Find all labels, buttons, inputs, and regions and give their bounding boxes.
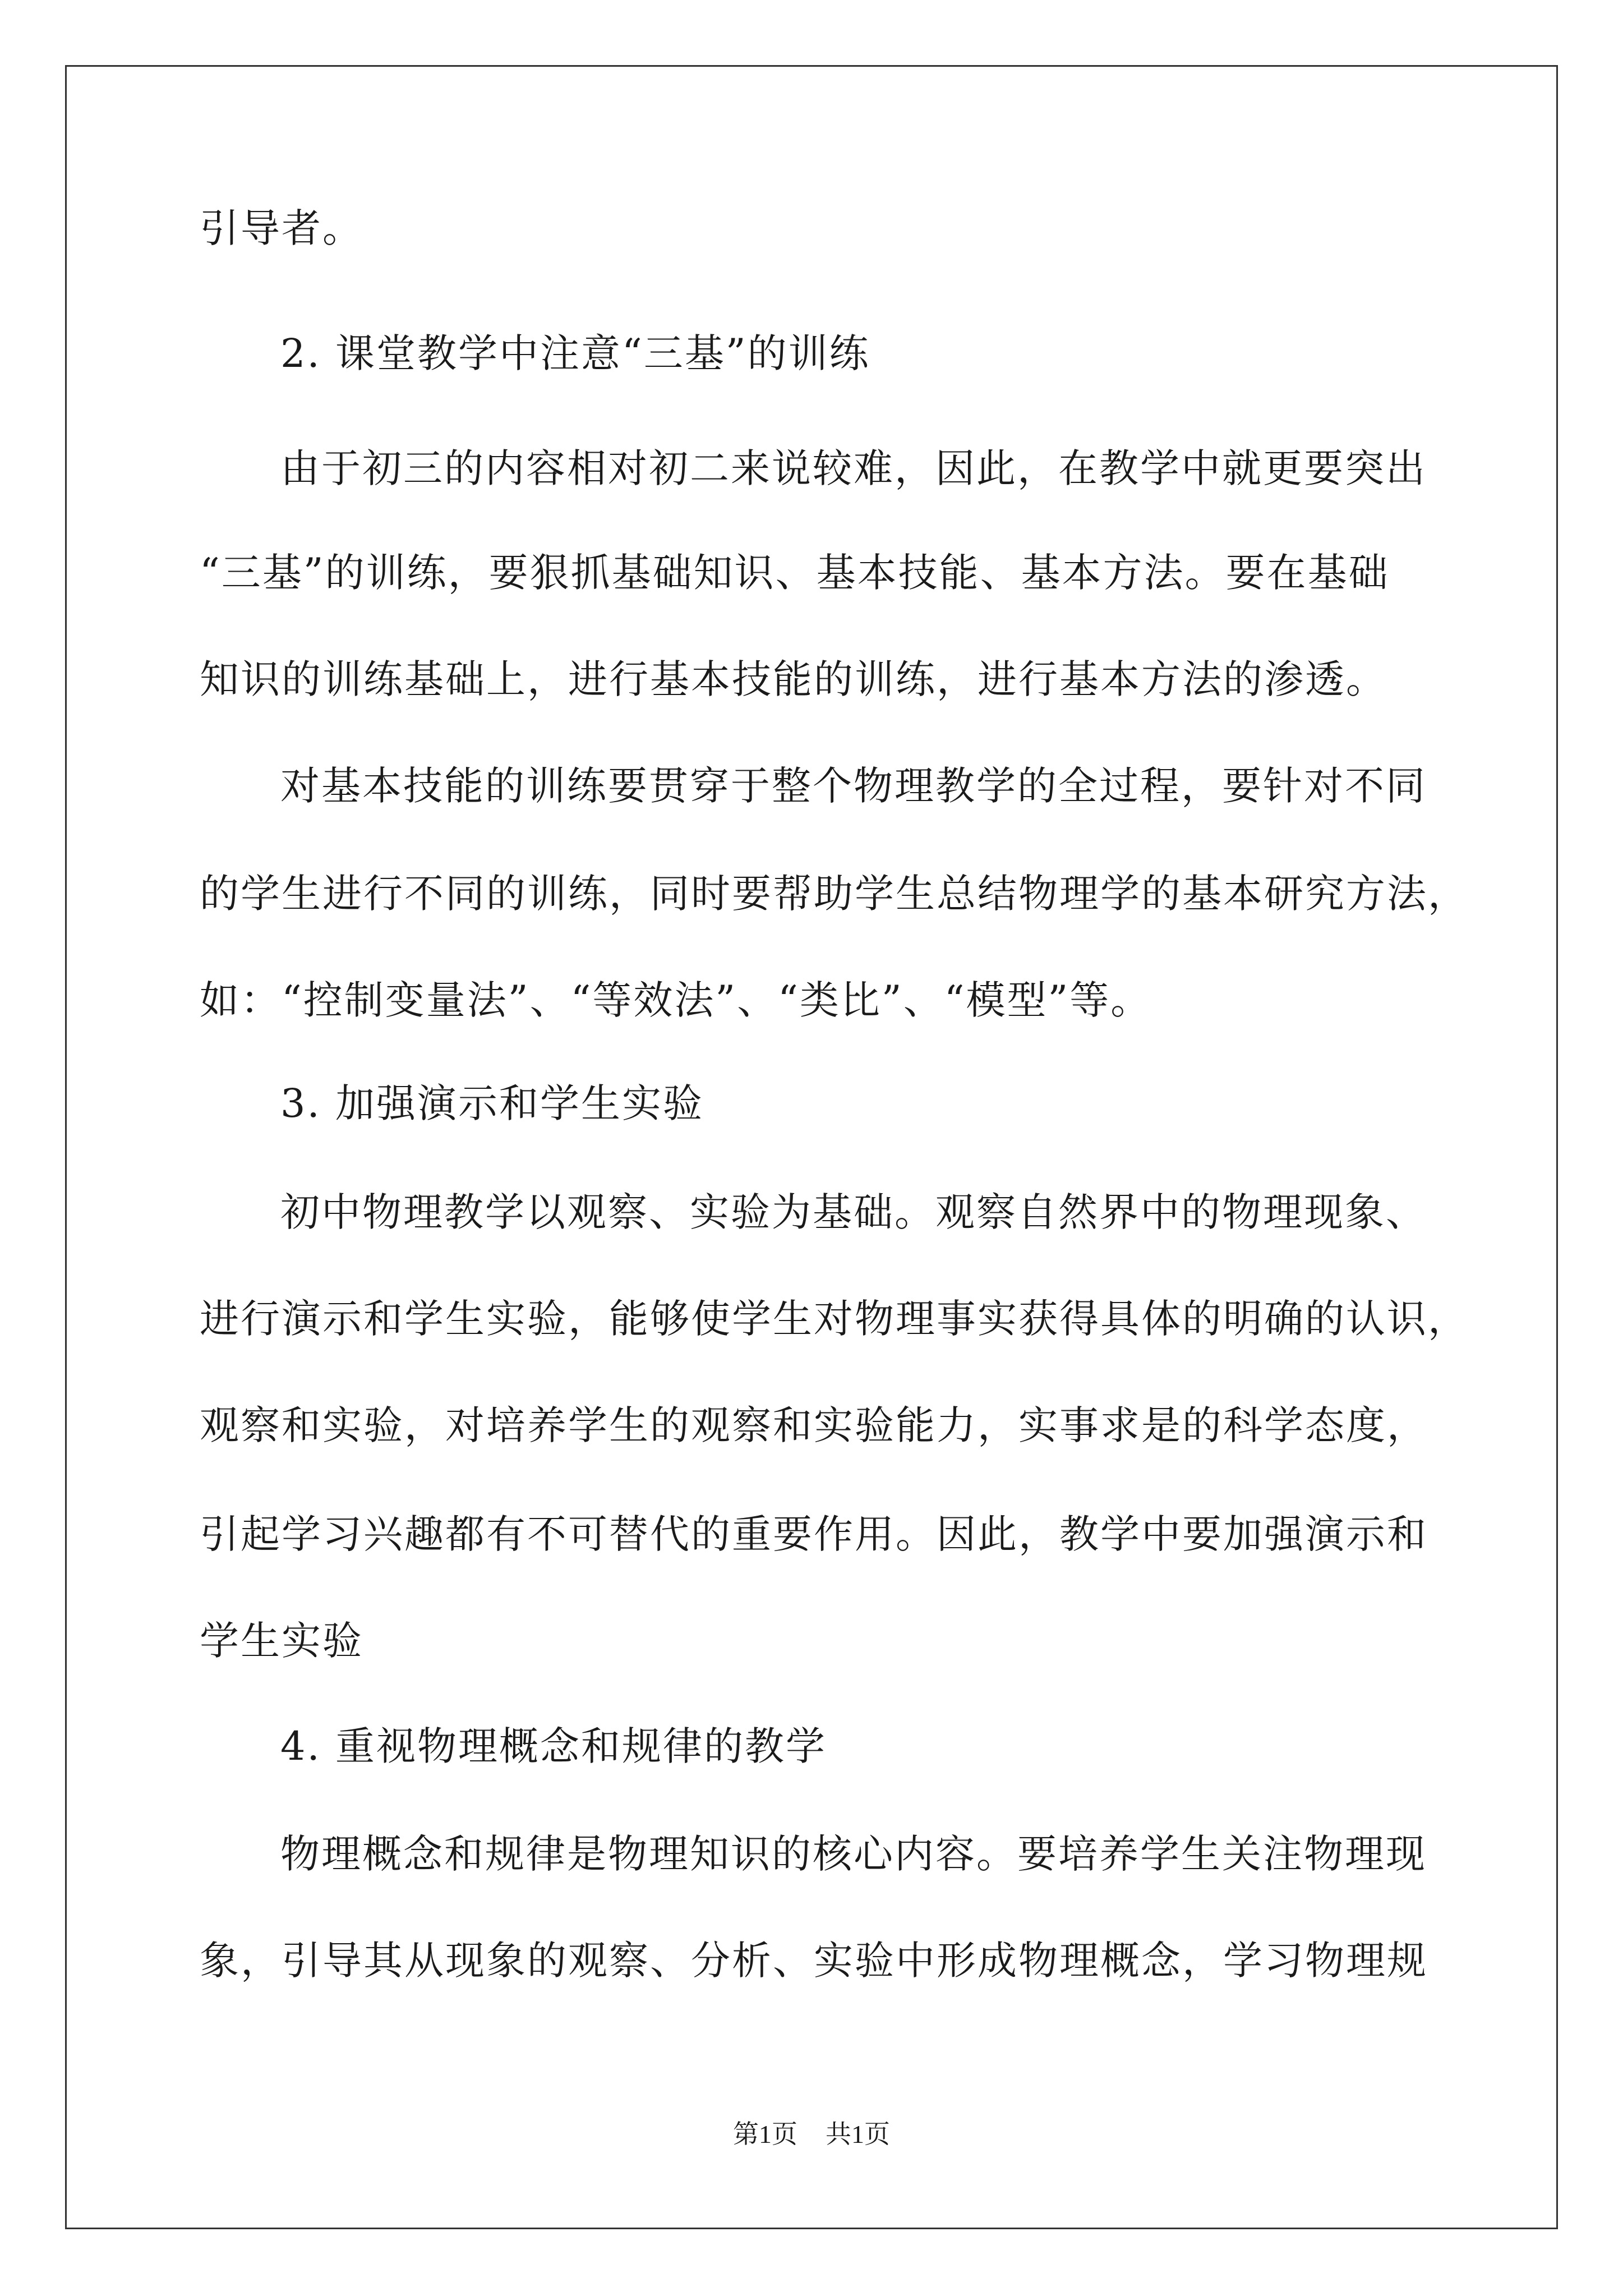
text-line: “三基”的训练，要狠抓基础知识、基本技能、基本方法。要在基础 bbox=[200, 550, 1390, 596]
page-frame bbox=[65, 65, 1558, 2229]
page-total: 共1页 bbox=[826, 2120, 890, 2148]
text-line: 知识的训练基础上，进行基本技能的训练，进行基本方法的渗透。 bbox=[200, 656, 1387, 702]
section-heading: 3. 加强演示和学生实验 bbox=[280, 1080, 704, 1126]
text-line: 的学生进行不同的训练，同时要帮助学生总结物理学的基本研究方法， bbox=[200, 871, 1469, 917]
section-heading: 4. 重视物理概念和规律的教学 bbox=[280, 1723, 827, 1769]
section-heading: 2. 课堂教学中注意“三基”的训练 bbox=[280, 330, 870, 376]
text-line: 象，引导其从现象的观察、分析、实验中形成物理概念，学习物理规 bbox=[200, 1938, 1428, 1984]
text-line: 如：“控制变量法”、“等效法”、“类比”、“模型”等。 bbox=[200, 977, 1152, 1023]
text-line: 初中物理教学以观察、实验为基础。观察自然界中的物理现象、 bbox=[280, 1189, 1427, 1235]
text-line: 物理概念和规律是物理知识的核心内容。要培养学生关注物理现 bbox=[280, 1831, 1427, 1877]
page-number: 第1页 bbox=[733, 2120, 797, 2148]
text-line: 引起学习兴趣都有不可替代的重要作用。因此，教学中要加强演示和 bbox=[200, 1511, 1428, 1557]
text-line: 学生实验 bbox=[200, 1618, 363, 1664]
text-line: 进行演示和学生实验，能够使学生对物理事实获得具体的明确的认识， bbox=[200, 1296, 1469, 1342]
text-line: 由于初三的内容相对初二来说较难，因此，在教学中就更要突出 bbox=[280, 445, 1427, 491]
text-line: 观察和实验，对培养学生的观察和实验能力，实事求是的科学态度， bbox=[200, 1402, 1428, 1448]
text-line: 对基本技能的训练要贯穿于整个物理教学的全过程，要针对不同 bbox=[280, 763, 1427, 809]
text-line: 引导者。 bbox=[200, 205, 363, 251]
page-footer bbox=[0, 2118, 1623, 2151]
